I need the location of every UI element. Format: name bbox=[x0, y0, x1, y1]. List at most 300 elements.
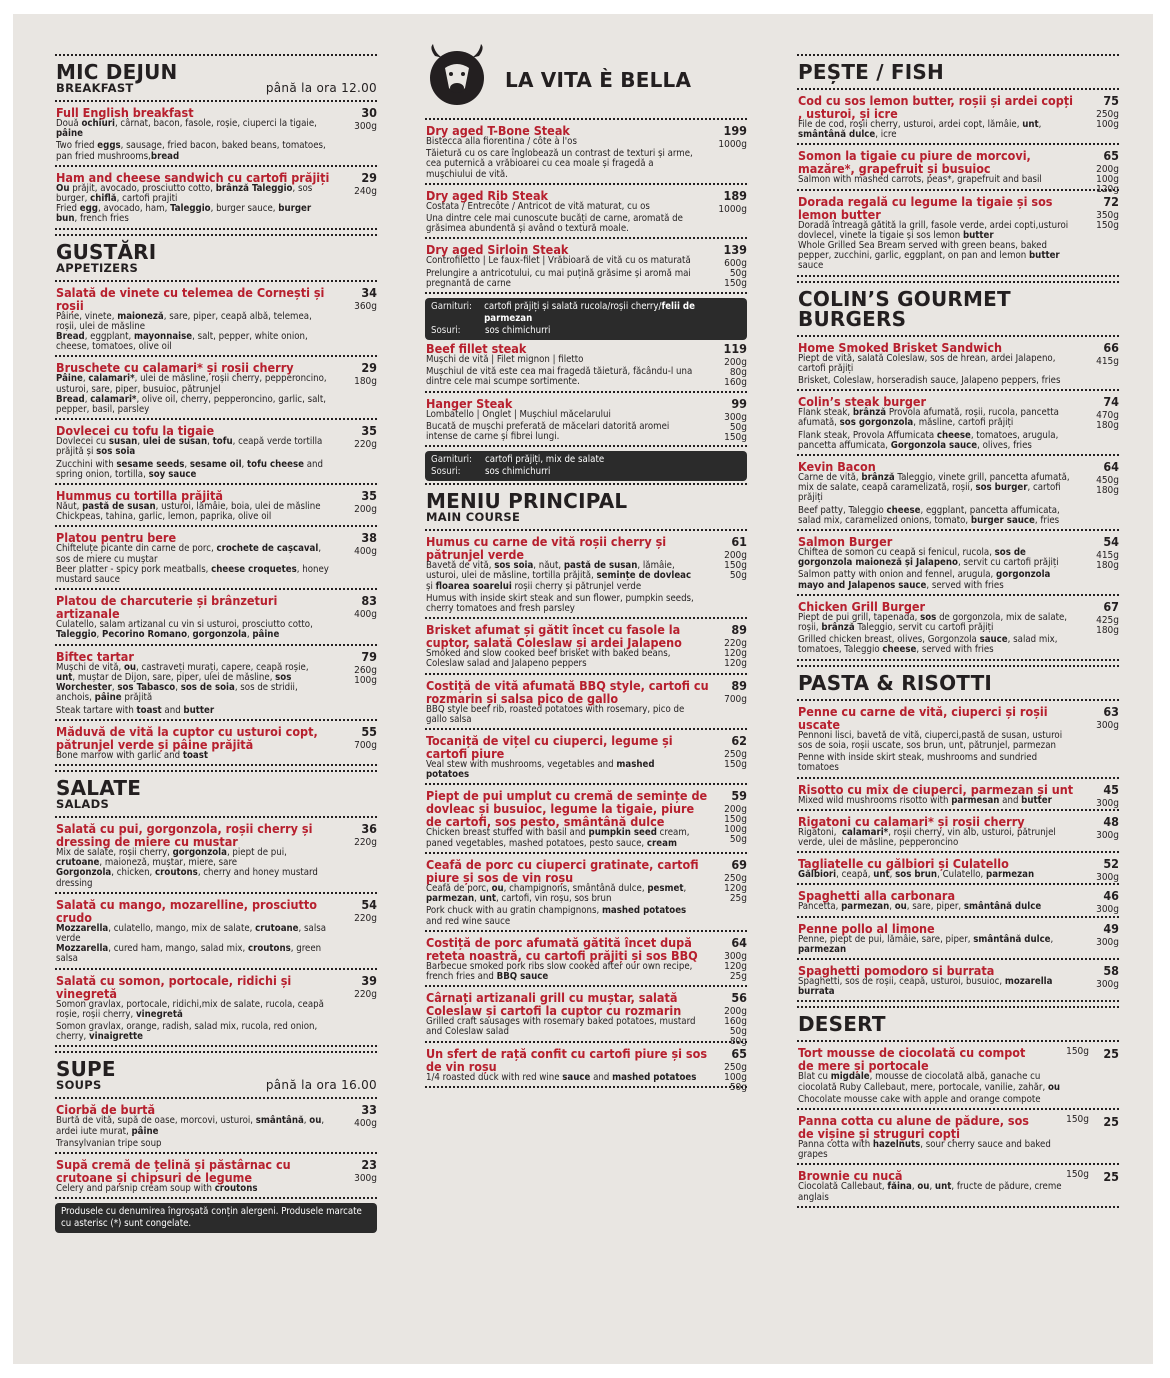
item-name: Spaghetti pomodoro si burrata bbox=[798, 962, 995, 978]
item-name: Dorada regală cu legume la tigaie și sos lemon butter bbox=[798, 193, 1053, 222]
section-title: SALATE bbox=[56, 775, 142, 800]
dotted-divider bbox=[797, 665, 1119, 667]
item-description: Tăietură cu os care înglobează un contrast de texturi și arme, cea puternică a vrăbioarei cu cea moale și fragedă a mușchiului de vită. bbox=[426, 148, 693, 180]
menu-item bbox=[425, 679, 747, 725]
item-price: 35 bbox=[361, 423, 377, 439]
menu-item bbox=[425, 342, 747, 388]
section-title: PASTA & RISOTTI bbox=[798, 670, 993, 695]
dotted-divider bbox=[797, 659, 1119, 661]
item-description: Carne de vită, brânză Taleggio, vinete grill, pancetta afumată, mix de salate, ceapă caramelizată, roșii, sos burger, cartofi prăjiți bbox=[798, 472, 1070, 504]
dotted-divider bbox=[55, 968, 377, 970]
item-weight: 200g 80g 160g bbox=[724, 357, 747, 389]
dotted-divider bbox=[425, 985, 747, 987]
dotted-divider bbox=[797, 54, 1119, 56]
menu-item bbox=[55, 531, 377, 585]
menu-item bbox=[55, 594, 377, 640]
item-price: 64 bbox=[731, 934, 747, 950]
item-weight: 300g bbox=[1096, 872, 1119, 884]
item-weight: 415g 180g bbox=[1096, 550, 1119, 572]
section-title: SUPE bbox=[56, 1057, 116, 1082]
item-description: Bistecca alla fiorentina / côte à l'os bbox=[426, 136, 577, 147]
item-description: Piept de pui grill, tapenada, sos de gorgonzola, mix de salate, roșii, brânză Taleggio, servit cu cartofi prăjiți bbox=[798, 611, 1068, 634]
item-description: Mixed wild mushrooms risotto with parmesan and butter bbox=[798, 794, 1052, 806]
menu-item bbox=[55, 1103, 377, 1149]
dotted-divider bbox=[55, 1097, 377, 1099]
menu-item bbox=[425, 189, 747, 235]
item-name: Salată cu mango, mozarelline, prosciutto crudo bbox=[56, 896, 318, 925]
item-weight: 300g bbox=[1096, 904, 1119, 916]
dotted-divider bbox=[797, 883, 1119, 885]
item-name: Chicken Grill Burger bbox=[798, 598, 926, 614]
section-header bbox=[425, 489, 747, 523]
menu-column-2 bbox=[425, 42, 747, 1092]
dotted-divider bbox=[425, 183, 747, 185]
dotted-divider bbox=[797, 699, 1119, 701]
dotted-divider bbox=[55, 280, 377, 282]
dotted-divider bbox=[55, 892, 377, 894]
section-title: MIC DEJUN bbox=[56, 60, 178, 84]
item-price: 39 bbox=[361, 972, 377, 988]
item-name: Dovlecei cu tofu la tigaie bbox=[56, 423, 215, 439]
menu-item bbox=[797, 888, 1119, 916]
item-description: Ou prăjit, avocado, prosciutto cotto, brânză Taleggio, sos burger, chiflă, cartofi prajiti Fried egg, avocado, ham, Taleggio, burger sauce, burger bun, french fries bbox=[56, 182, 313, 225]
dotted-divider bbox=[55, 1051, 377, 1053]
menu-item bbox=[55, 974, 377, 1043]
item-weight: 1000g bbox=[718, 203, 747, 215]
item-price: 63 bbox=[1103, 703, 1119, 719]
section-subtitle: SOUPS până la ora 16.00 bbox=[56, 1078, 377, 1093]
item-price: 83 bbox=[361, 593, 377, 609]
menu-item bbox=[55, 822, 377, 889]
item-weight: 600g 50g 150g bbox=[724, 258, 747, 290]
menu-item bbox=[797, 705, 1119, 774]
item-price: 23 bbox=[361, 1156, 377, 1172]
item-description: Transylvanian tripe soup bbox=[56, 1137, 162, 1149]
dotted-divider bbox=[55, 100, 377, 102]
dotted-divider bbox=[55, 165, 377, 167]
item-description: Somon gravlax, portocale, ridichi,mix de salate, rucola, ceapă roșie, roșii cherry, vinegretă bbox=[56, 998, 324, 1020]
dotted-divider bbox=[55, 355, 377, 357]
item-weight: 220g bbox=[354, 439, 377, 451]
item-weight: 300g bbox=[1096, 936, 1119, 948]
item-price: 56 bbox=[731, 990, 747, 1006]
menu-item bbox=[55, 489, 377, 522]
item-weight: 300g 120g 25g bbox=[724, 950, 747, 982]
dotted-divider bbox=[55, 816, 377, 818]
dotted-divider bbox=[797, 454, 1119, 456]
item-name: Penne pollo al limone bbox=[798, 920, 935, 936]
section-header bbox=[797, 671, 1119, 693]
section-header bbox=[797, 287, 1119, 329]
dotted-divider bbox=[797, 529, 1119, 531]
item-weight: 150g bbox=[1066, 1113, 1089, 1125]
item-name: Piept de pui umplut cu cremă de semințe de dovleac și busuioc, legume la tigaie, piure de cartofi, sos pesto, smântână dulce bbox=[426, 788, 708, 830]
item-price: 89 bbox=[731, 622, 747, 638]
item-weight: 250g 100g bbox=[1096, 109, 1119, 130]
item-weight: 700g bbox=[724, 693, 747, 705]
menu-item bbox=[425, 858, 747, 927]
menu-item bbox=[55, 361, 377, 415]
section-header bbox=[797, 60, 1119, 82]
item-name: Dry aged Rib Steak bbox=[426, 187, 549, 203]
item-name: Cârnați artizanali grill cu muștar, salată Coleslaw și cartofi la cuptor cu rozmarin bbox=[426, 990, 682, 1019]
item-description: Chicken breast stuffed with basil and pumpkin seed cream, paned vegetables, mashed potatoes, pesto sauce, cream bbox=[426, 827, 690, 849]
item-name: Salată cu pui, gorgonzola, roșii cherry și dressing de miere cu mustar bbox=[56, 820, 313, 849]
item-price: 72 bbox=[1103, 193, 1119, 209]
item-name: Hummus cu tortilla prăjită bbox=[56, 488, 223, 504]
item-price: 199 bbox=[723, 123, 747, 138]
item-description: File de cod, roșii cherry, usturoi, ardei copt, lămâie, unt, smântână dulce, icre bbox=[798, 119, 1042, 141]
item-price: 55 bbox=[361, 723, 377, 739]
dotted-divider bbox=[425, 391, 747, 393]
dotted-divider bbox=[425, 292, 747, 294]
item-weight: 700g bbox=[354, 739, 377, 751]
item-price: 119 bbox=[723, 341, 747, 357]
item-description: 1/4 roasted duck with red wine sauce and mashed potatoes bbox=[426, 1071, 697, 1083]
item-name: Tocaniță de vițel cu ciuperci, legume și cartofi piure bbox=[426, 733, 673, 762]
dotted-divider bbox=[797, 851, 1119, 853]
item-description: Spaghetti, sos de roșii, ceapă, usturoi, busuioc, mozarella burrata bbox=[798, 975, 1053, 998]
menu-item bbox=[55, 424, 377, 480]
item-weight: 300g bbox=[354, 1172, 377, 1184]
dotted-divider bbox=[425, 930, 747, 932]
item-name: Biftec tartar bbox=[56, 648, 134, 664]
menu-item bbox=[425, 990, 747, 1048]
item-description: Mix de salate, roșii cherry, gorgonzola, piept de pui, crutoane, maioneză, muștar, miere, sare Gorgonzola, chicken, croutons, cherry and honey mustard dressing bbox=[56, 846, 318, 889]
dotted-divider bbox=[797, 1108, 1119, 1110]
item-price: 65 bbox=[731, 1045, 747, 1061]
item-description: Pâine, vinete, maioneză, sare, piper, ceapă albă, telemea, roșii, ulei de măsline Bread, eggplant, mayonnaise, salt, pepper, white onion, cheese, tomatoes, olive oil bbox=[56, 310, 312, 353]
dotted-divider bbox=[425, 483, 747, 485]
item-price: 189 bbox=[723, 187, 747, 203]
section-header bbox=[425, 42, 747, 112]
item-name: Dry aged Sirloin Steak bbox=[426, 242, 569, 258]
dotted-divider bbox=[55, 1045, 377, 1047]
menu-item bbox=[797, 1114, 1119, 1160]
dotted-divider bbox=[425, 1041, 747, 1043]
item-weight: 250g 150g bbox=[724, 749, 747, 771]
item-name: Supă cremă de țelină și păstârnac cu crutoane și chipsuri de legume bbox=[56, 1156, 291, 1185]
dotted-divider bbox=[425, 783, 747, 785]
item-name: Salmon Burger bbox=[798, 534, 893, 550]
dotted-divider bbox=[425, 728, 747, 730]
item-weight: 300g bbox=[1096, 829, 1119, 841]
item-weight: 150g bbox=[1066, 1046, 1089, 1058]
item-name: Penne cu carne de vită, ciuperci și roșii uscate bbox=[798, 703, 1048, 732]
section-header bbox=[55, 240, 377, 274]
item-description: Smoked and slow cooked beef brisket with baked beans, Coleslaw salad and Jalapeno peppers bbox=[426, 648, 671, 670]
item-weight: 220g 120g 120g bbox=[724, 638, 747, 670]
item-name: Tagliatelle cu gălbiori și Culatello bbox=[798, 856, 1009, 872]
menu-item bbox=[425, 535, 747, 614]
dotted-divider bbox=[55, 719, 377, 721]
dotted-divider bbox=[55, 1197, 377, 1199]
dotted-divider bbox=[797, 1206, 1119, 1208]
item-price: 36 bbox=[361, 820, 377, 836]
info-box: Garnituri: cartofi prăjiți și salată rucola/roșii cherry/felii de parmezan Sosuri: sos chimichurri bbox=[425, 298, 747, 340]
item-weight: 300g bbox=[1096, 719, 1119, 731]
dotted-divider bbox=[797, 809, 1119, 811]
section-title: DESERT bbox=[798, 1012, 886, 1037]
item-name: Un sfert de rață confit cu cartofi piure și sos de vin roșu bbox=[426, 1045, 708, 1074]
item-price: 54 bbox=[1103, 534, 1119, 550]
dotted-divider bbox=[797, 275, 1119, 277]
item-price: 29 bbox=[361, 360, 377, 376]
item-price: 67 bbox=[1103, 598, 1119, 614]
item-name: Home Smoked Brisket Sandwich bbox=[798, 339, 1003, 355]
menu-item bbox=[797, 148, 1119, 196]
item-name: Măduvă de vită la cuptor cu usturoi copt, pătrunjel verde și pâine prăjită bbox=[56, 723, 318, 752]
item-description: Pâine, calamari*, ulei de măsline, roșii cherry, pepperoncino, usturoi, sare, piper, busuioc, pătrunjel Bread, calamari*, olive oil, cherry, pepperoncino, garlic, salt, pepper, basil, parsley bbox=[56, 373, 327, 416]
dotted-divider bbox=[425, 617, 747, 619]
item-description: Culatello, salam artizanal cu vin si usturoi, prosciutto cotto, Taleggio, Pecorino Romano, gorgonzola, pâine bbox=[56, 619, 313, 641]
dotted-divider bbox=[797, 594, 1119, 596]
item-description: Mozzarella, culatello, mango, mix de salate, crutoane, salsa verde Mozzarella, cured ham, mango, salad mix, croutons, green salsa bbox=[56, 922, 326, 965]
menu-item bbox=[797, 1046, 1119, 1105]
item-weight: 220g bbox=[354, 836, 377, 848]
menu-item bbox=[425, 734, 747, 780]
menu-item bbox=[425, 1045, 747, 1093]
item-description: Chiftea de somon cu ceapă si fenicul, rucola, sos de gorgonzola maioneză și Jalapeno, servit cu cartofi prăjiți bbox=[798, 547, 1059, 569]
item-description: Chifteluțe picante din carne de porc, crochete de cașcaval, sos de miere cu muștar Beer platter - spicy pork meatballs, cheese croquetes, honey mustard sauce bbox=[56, 543, 329, 586]
item-weight: 220g bbox=[354, 988, 377, 1000]
section-title: LA VITA È BELLA bbox=[505, 68, 692, 92]
item-price: 25 bbox=[1103, 1046, 1119, 1062]
item-weight: 250g 100g 50g bbox=[724, 1061, 747, 1093]
item-name: Brisket afumat și gătit încet cu fasole la cuptor, salată Coleslaw și ardei Jalapeno bbox=[426, 622, 682, 651]
item-weight: 150g bbox=[1066, 1169, 1089, 1181]
dotted-divider bbox=[797, 777, 1119, 779]
item-price: 52 bbox=[1103, 856, 1119, 872]
item-description: Chocolate mousse cake with apple and orange compote bbox=[798, 1093, 1041, 1105]
item-price: 35 bbox=[361, 488, 377, 504]
dotted-divider bbox=[55, 770, 377, 772]
item-name: Spaghetti alla carbonara bbox=[798, 888, 956, 904]
dotted-divider bbox=[797, 916, 1119, 918]
item-description: Beef patty, Taleggio cheese, eggplant, pancetta affumicata, salad mix, caramelized onions, tomato, burger sauce, fries bbox=[798, 504, 1060, 526]
item-name: Ciorbă de burtă bbox=[56, 1102, 156, 1118]
menu-item bbox=[797, 922, 1119, 955]
item-price: 61 bbox=[731, 534, 747, 550]
dotted-divider bbox=[425, 118, 747, 120]
item-weight: 425g 180g bbox=[1096, 614, 1119, 636]
item-description: Salmon patty with onion and fennel, arugula, gorgonzola mayo and Jalapenos sauce, served with fries bbox=[798, 569, 1051, 591]
menu-item bbox=[425, 124, 747, 180]
info-box: Produsele cu denumirea îngroșată conțin alergeni. Produsele marcate cu asterisc (*) sunt congelate. bbox=[55, 1203, 377, 1233]
item-description: Costata / Entrecôte / Antricot de vită maturat, cu os bbox=[426, 200, 650, 212]
item-weight: 400g bbox=[354, 609, 377, 621]
item-name: Hanger Steak bbox=[426, 395, 513, 411]
dotted-divider bbox=[55, 525, 377, 527]
item-description: Barbecue smoked pork ribs slow cooked after our own recipe, french fries and BBQ sauce bbox=[426, 960, 693, 982]
item-weight: 260g 100g bbox=[354, 664, 377, 686]
item-description: Humus with inside skirt steak and sun flower, pumpkin seeds, cherry tomatoes and fresh parsley bbox=[426, 592, 694, 615]
item-name: Platou de charcuterie și brânzeturi artizanale bbox=[56, 593, 278, 622]
dotted-divider bbox=[425, 1086, 747, 1088]
dotted-divider bbox=[797, 189, 1119, 191]
section-title: PEȘTE / FISH bbox=[798, 60, 944, 84]
item-weight: 350g 150g bbox=[1096, 209, 1119, 231]
item-name: Kevin Bacon bbox=[798, 459, 876, 475]
dotted-divider bbox=[797, 1000, 1119, 1002]
menu-item bbox=[797, 964, 1119, 997]
menu-item bbox=[797, 341, 1119, 387]
item-name: Dry aged T-Bone Steak bbox=[426, 123, 570, 138]
dotted-divider bbox=[55, 483, 377, 485]
menu-item bbox=[797, 856, 1119, 884]
item-name: Humus cu carne de vită roșii cherry și pătrunjel verde bbox=[426, 534, 667, 563]
item-name: Bruschete cu calamari* și roșii cherry bbox=[56, 360, 294, 376]
menu-item bbox=[797, 600, 1119, 656]
info-box: Garnituri: cartofi prăjiți, mix de salate Sosuri: sos chimichurri bbox=[425, 451, 747, 481]
item-price: 62 bbox=[731, 733, 747, 749]
item-name: Costiță de porc afumată gătită încet după rețeta noastră, cu cartofi prăjiți și sos BBQ bbox=[426, 934, 698, 963]
item-weight: 300g bbox=[1096, 978, 1119, 990]
section-title: GUSTĂRI bbox=[56, 239, 157, 264]
item-name: Platou pentru bere bbox=[56, 530, 177, 546]
dotted-divider bbox=[797, 1163, 1119, 1165]
item-weight: 450g 180g bbox=[1096, 475, 1119, 497]
item-name: Costiță de vită afumată BBQ style, cartofi cu rozmarin și salsa pico de gallo bbox=[426, 677, 709, 706]
item-name: Somon la tigaie cu piure de morcovi, mazăre*, grapefruit și busuioc bbox=[798, 148, 1031, 177]
item-description: Ciocolată Callebaut, făina, ou, unt, fructe de pădure, creme anglais bbox=[798, 1181, 1062, 1203]
dotted-divider bbox=[425, 852, 747, 854]
item-description: Steak tartare with toast and butter bbox=[56, 704, 215, 716]
section-header bbox=[55, 1057, 377, 1091]
item-description: Panna cotta with hazelnuts, sour cherry sauce and baked grapes bbox=[798, 1138, 1051, 1161]
section-subtitle: APPETIZERS bbox=[56, 260, 139, 275]
item-price: 66 bbox=[1103, 339, 1119, 355]
item-weight: 415g bbox=[1096, 355, 1119, 367]
dotted-divider bbox=[55, 1152, 377, 1154]
item-description: Mușchiul de vită este cea mai fragedă tăietură, făcându-l una dintre cele mai scumpe sortimente. bbox=[426, 366, 693, 388]
item-price: 29 bbox=[361, 169, 377, 185]
dotted-divider bbox=[797, 389, 1119, 391]
item-price: 65 bbox=[1103, 148, 1119, 164]
item-price: 38 bbox=[361, 530, 377, 546]
menu-item bbox=[797, 781, 1119, 809]
menu-column-3 bbox=[797, 54, 1119, 1212]
item-price: 25 bbox=[1103, 1169, 1119, 1185]
menu-item bbox=[425, 789, 747, 848]
item-description: Pennoni lisci, bavetă de vită, ciuperci,pastă de susan, usturoi sos de soia, roșii uscate, sos brun, unt, pătrunjel, parmezan bbox=[798, 729, 1063, 751]
item-price: 25 bbox=[1103, 1113, 1119, 1129]
item-name: Tort mousse de ciocolată cu compot de mere și portocale bbox=[798, 1045, 1026, 1074]
menu-page bbox=[13, 14, 1153, 1364]
item-weight: 300g bbox=[1096, 797, 1119, 809]
item-description: Penne, piept de pui, lămâie, sare, piper, smântână dulce, parmezan bbox=[798, 933, 1054, 955]
item-weight: 400g bbox=[354, 546, 377, 558]
menu-item bbox=[425, 623, 747, 669]
item-weight: 200g 160g 50g 80g bbox=[724, 1006, 747, 1048]
item-description: Pork chuck with au gratin champignons, mashed potatoes and red wine sauce bbox=[426, 905, 687, 927]
dotted-divider bbox=[797, 143, 1119, 145]
item-price: 34 bbox=[361, 284, 377, 300]
section-header bbox=[797, 1012, 1119, 1037]
section-title: MENIU PRINCIPAL bbox=[426, 489, 628, 514]
item-weight: 300g 50g 150g bbox=[724, 411, 747, 443]
dotted-divider bbox=[797, 88, 1119, 90]
menu-item bbox=[55, 650, 377, 716]
menu-item bbox=[797, 815, 1119, 848]
section-header bbox=[55, 60, 377, 94]
menu-item bbox=[797, 460, 1119, 526]
section-subtitle: SALADS bbox=[56, 796, 110, 811]
item-description: Piept de vită, salată Coleslaw, sos de hrean, ardei Jalapeno, cartofi prăjiți bbox=[798, 352, 1056, 374]
menu-item bbox=[55, 106, 377, 162]
item-price: 48 bbox=[1103, 813, 1119, 829]
item-description: Penne with inside skirt steak, mushrooms and sundried tomatoes bbox=[798, 752, 1038, 774]
item-price: 30 bbox=[361, 105, 377, 120]
item-weight: 1000g bbox=[718, 139, 747, 150]
item-description: Celery and parsnip cream soup with croutons bbox=[56, 1182, 258, 1194]
menu-item bbox=[425, 936, 747, 982]
dotted-divider bbox=[797, 1006, 1119, 1008]
menu-item bbox=[797, 94, 1119, 140]
item-price: 79 bbox=[361, 648, 377, 664]
menu-item bbox=[425, 243, 747, 289]
item-description: Rigatoni, calamari*, roșii cherry, vin alb, usturoi, pătrunjel verde, ulei de măsline, pepperoncino bbox=[798, 826, 1056, 848]
item-description: Pancetta, parmezan, ou, sare, piper, smântână dulce bbox=[798, 901, 1042, 913]
dotted-divider bbox=[797, 958, 1119, 960]
item-weight: 300g bbox=[354, 121, 377, 132]
item-name: Cod cu sos lemon butter, roșii și ardei copți , usturoi, și icre bbox=[798, 93, 1074, 121]
item-description: Mușchi de vită, ou, castraveți murați, capere, ceapă roșie, unt, muștar de Dijon, sare, piper, ulei de măsline, sos Worchester, sos Tabasco, sos de soia, sos de stridii, anchois, pâine prăjită bbox=[56, 661, 309, 704]
item-name: Colin’s steak burger bbox=[798, 394, 927, 410]
item-description: Grilled chicken breast, olives, Gorgonzola sauce, salad mix, tomatoes, Taleggio cheese, served with fries bbox=[798, 634, 1058, 656]
item-weight: 200g bbox=[354, 504, 377, 516]
item-name: Beef fillet steak bbox=[426, 341, 527, 357]
dotted-divider bbox=[797, 281, 1119, 283]
item-weight: 220g bbox=[354, 912, 377, 924]
item-description: Burtă de vită, supă de oase, morcovi, usturoi, smântână, ou, ardei iute murat, pâine bbox=[56, 1115, 325, 1137]
menu-item bbox=[797, 195, 1119, 272]
item-description: Brisket, Coleslaw, horseradish sauce, Jalapeno peppers, fries bbox=[798, 375, 1061, 387]
section-note: până la ora 12.00 bbox=[265, 81, 377, 95]
dotted-divider bbox=[797, 335, 1119, 337]
item-price: 99 bbox=[731, 395, 747, 411]
section-note: până la ora 16.00 bbox=[265, 1078, 377, 1093]
menu-item bbox=[55, 1158, 377, 1194]
item-name: Ceafă de porc cu ciuperci gratinate, cartofi piure și sos de vin roșu bbox=[426, 856, 699, 885]
item-name: Ham and cheese sandwich cu cartofi prăjiți bbox=[56, 169, 330, 185]
menu-item bbox=[425, 397, 747, 443]
dotted-divider bbox=[55, 644, 377, 646]
dotted-divider bbox=[425, 673, 747, 675]
dotted-divider bbox=[55, 54, 377, 56]
item-price: 46 bbox=[1103, 888, 1119, 904]
menu-item bbox=[797, 1169, 1119, 1202]
menu-item bbox=[55, 286, 377, 353]
item-price: 45 bbox=[1103, 781, 1119, 797]
item-weight: 470g 180g bbox=[1096, 410, 1119, 432]
item-name: Salată de vinete cu telemea de Cornești și roșii bbox=[56, 284, 325, 313]
section-subtitle: MAIN COURSE bbox=[426, 510, 521, 525]
menu-item bbox=[55, 171, 377, 225]
item-weight: 200g 100g 120g bbox=[1096, 164, 1119, 196]
item-price: 75 bbox=[1103, 93, 1119, 108]
item-description: Una dintre cele mai cunoscute bucăți de carne, aromată de grăsimea abundentă și având o textură moale. bbox=[426, 213, 683, 235]
item-description: Mușchi de vită | Filet mignon | filetto bbox=[426, 354, 584, 366]
item-name: Risotto cu mix de ciuperci, parmezan și unt bbox=[798, 781, 1074, 797]
item-description: Bavetă de vită, sos soia, năut, pastă de susan, lămâie, usturoi, ulei de măsline, tortilla prăjită, semințe de dovleac și floarea soarelui roșii cherry și pătrunjel verde bbox=[426, 560, 692, 592]
item-name: Panna cotta cu alune de pădure, sos de vișine și struguri copți bbox=[798, 1112, 1029, 1141]
section-header bbox=[55, 776, 377, 810]
item-weight: 200g 150g 100g 50g bbox=[724, 804, 747, 846]
dotted-divider bbox=[425, 237, 747, 239]
item-weight: 240g bbox=[354, 185, 377, 197]
item-description: Dovlecei cu susan, ulei de susan, tofu, ceapă verde tortilla prăjită și sos soia bbox=[56, 436, 323, 458]
